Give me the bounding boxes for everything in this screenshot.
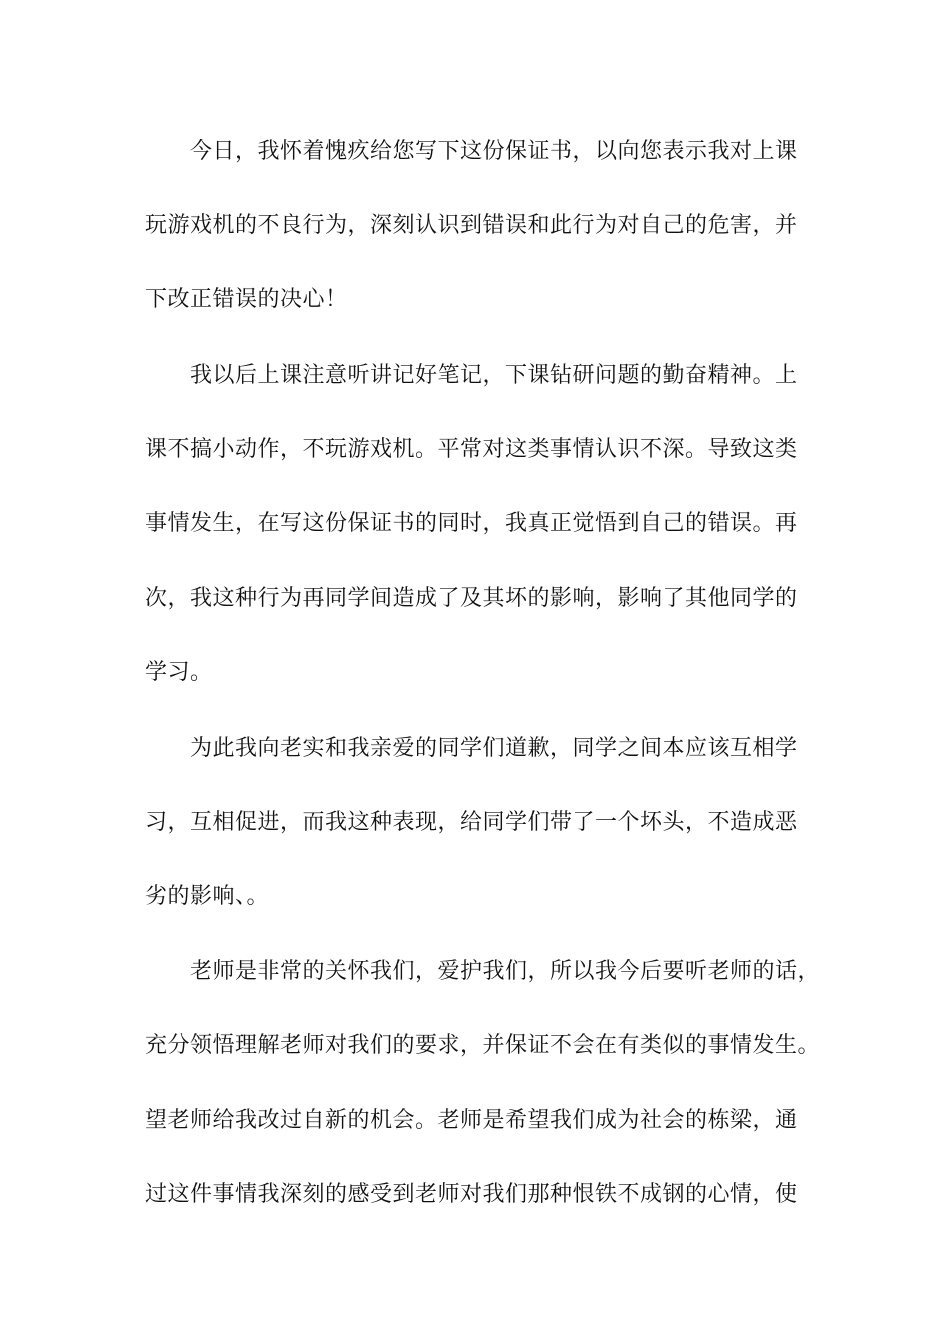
paragraph-2-line-5: 学习。 — [145, 660, 213, 685]
paragraph-3-line-2: 习，互相促进，而我这种表现，给同学们带了一个坏头，不造成恶 — [145, 810, 798, 835]
paragraph-4-line-3: 望老师给我改过自新的机会。老师是希望我们成为社会的栋梁，通 — [145, 1108, 798, 1133]
paragraph-1-line-1: 今日，我怀着愧疚给您写下这份保证书，以向您表示我对上课 — [190, 139, 798, 164]
paragraph-1-line-3: 下改正错误的决心！ — [145, 287, 348, 312]
paragraph-4-line-1: 老师是非常的关怀我们，爱护我们，所以我今后要听老师的话， — [190, 959, 821, 984]
paragraph-1-line-2: 玩游戏机的不良行为，深刻认识到错误和此行为对自己的危害，并 — [145, 213, 798, 238]
paragraph-2-line-2: 课不搞小动作，不玩游戏机。平常对这类事情认识不深。导致这类 — [145, 437, 798, 462]
paragraph-4-line-2: 充分领悟理解老师对我们的要求，并保证不会在有类似的事情发生。 — [145, 1033, 821, 1058]
paragraph-2-line-3: 事情发生，在写这份保证书的同时，我真正觉悟到自己的错误。再 — [145, 511, 798, 536]
paragraph-4-line-4: 过这件事情我深刻的感受到老师对我们那种恨铁不成钢的心情，使 — [145, 1182, 798, 1207]
paragraph-3-line-3: 劣的影响、。 — [145, 884, 270, 909]
paragraph-2-line-1: 我以后上课注意听讲记好笔记，下课钻研问题的勤奋精神。上 — [190, 363, 798, 388]
paragraph-3-line-1: 为此我向老实和我亲爱的同学们道歉，同学之间本应该互相学 — [190, 736, 798, 761]
paragraph-2-line-4: 次，我这种行为再同学间造成了及其坏的影响，影响了其他同学的 — [145, 586, 798, 611]
